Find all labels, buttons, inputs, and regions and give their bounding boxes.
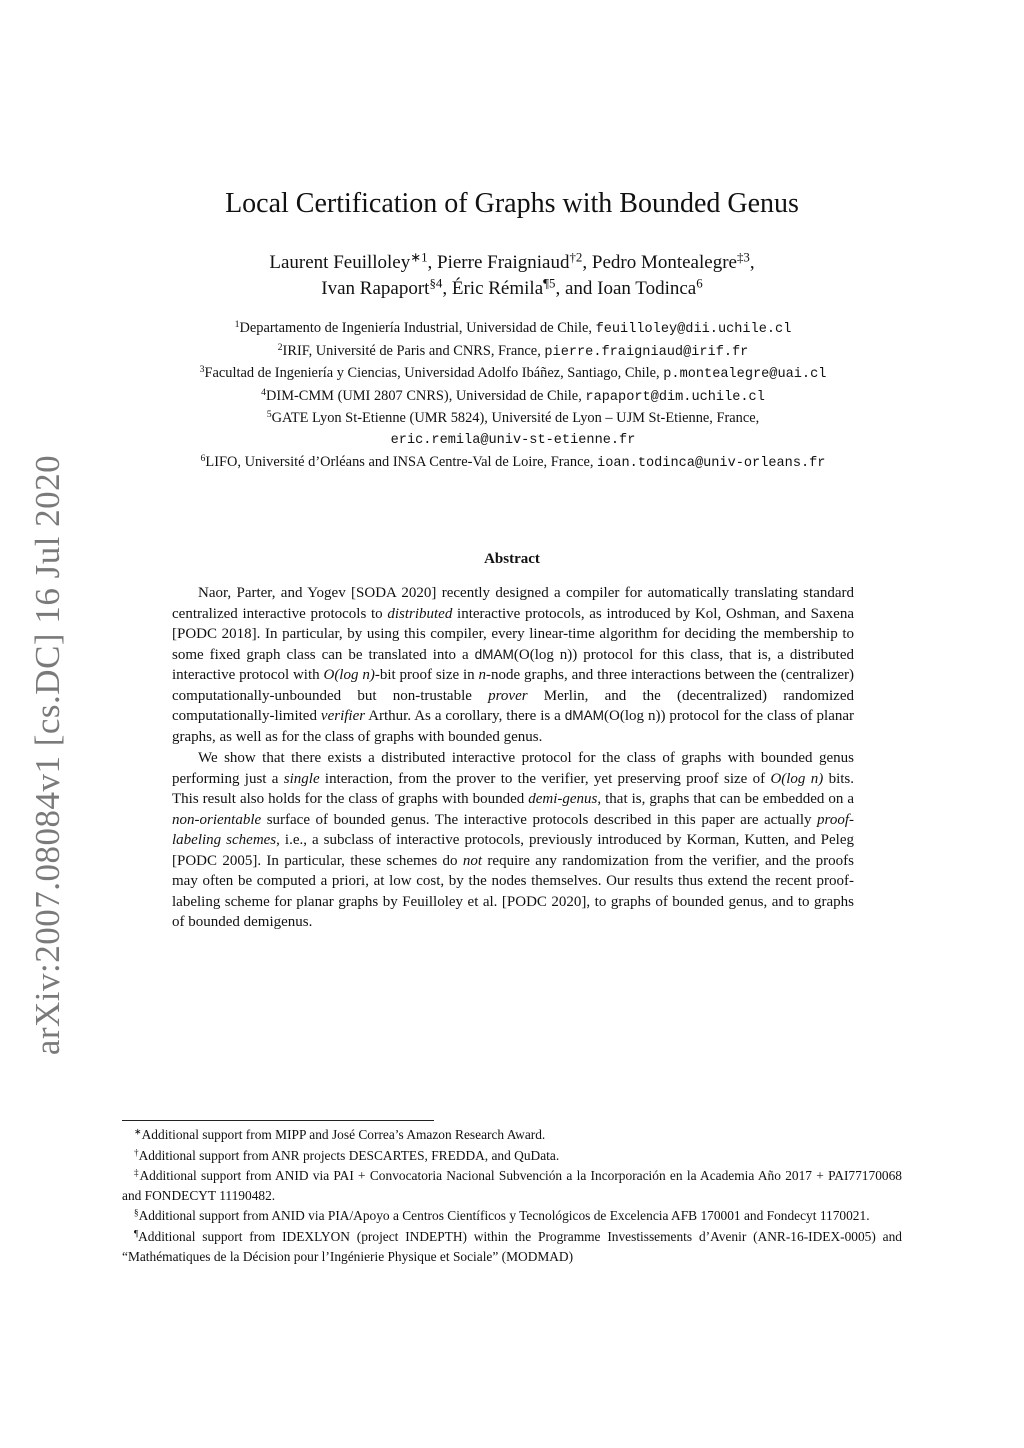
email-link[interactable]: ioan.todinca@univ-orleans.fr xyxy=(597,455,826,471)
affiliation-number: 6 xyxy=(200,452,206,464)
author-mark: †2 xyxy=(569,249,583,265)
footnote-2 xyxy=(122,1146,902,1166)
author-name: Éric Rémila xyxy=(451,278,544,299)
footnote-mark: § xyxy=(134,1207,139,1218)
footnote-5 xyxy=(122,1227,902,1266)
affiliation-number: 2 xyxy=(277,341,283,353)
email-link[interactable]: eric.remila@univ-st-etienne.fr xyxy=(390,432,636,448)
author-name: Laurent Feuilloley xyxy=(269,252,411,273)
affiliation-2 xyxy=(110,341,916,364)
email-link[interactable]: feuilloley@dii.uchile.cl xyxy=(595,322,792,337)
footnote-4 xyxy=(122,1206,902,1226)
footnote-text: Additional support from ANID via PIA/Apoyo a Centros Científicos y Tecnológicos de Excelencia AFB 170001 and Fondecyt 1170021. xyxy=(138,1208,870,1224)
author-line-1: Laurent Feuilloley$^{∗1}$, Pierre Fraigniaud$^{\dagger 2}$, Pedro Montealegre$^{\ddagger 3}$, xyxy=(269,249,755,273)
author-mark: ¶5 xyxy=(543,275,556,291)
author-mark: ‡3 xyxy=(736,249,750,265)
footnote-text: Additional support from IDEXLYON (project INDEPTH) within the Programme Investissements d’Avenir (ANR-16-IDEX-0005) and “Mathématiques de la Décision pour l’Ingénierie Physique et Sociale” (MODMAD) xyxy=(122,1228,902,1264)
author-list xyxy=(0,250,1024,302)
footnote-1 xyxy=(122,1125,902,1145)
footnote-3 xyxy=(122,1166,902,1205)
footnote-list xyxy=(122,1125,902,1266)
abstract-body xyxy=(172,583,854,933)
footnote-divider xyxy=(122,1120,434,1121)
affiliation-5 xyxy=(110,408,916,429)
author-name: Pierre Fraigniaud xyxy=(437,252,570,273)
abstract-paragraph-1: Naor, Parter, and Yogev [SODA 2020] recently designed a compiler for automatically translating standard centralized interactive protocols to distributed interactive protocols, as introduced by Kol, Oshman, and Saxena [PODC 2018]. In particular, by using this compiler, every linear-time algorithm for deciding the membership to some fixed graph class can be translated into a dMAM(O(log n)) protocol for this class, that is, a distributed interactive protocol with O(log n)-bit proof size in n-node graphs, and three interactions between the (centralizer) computationally-unbounded but non-trustable prover Merlin, and the (decentralized) randomized computationally-limited verifier Arthur. As a corollary, there is a dMAM(O(log n)) protocol for the class of planar graphs, as well as for the class of graphs with bounded genus. xyxy=(172,585,855,745)
affiliation-list xyxy=(110,318,916,474)
affiliation-4 xyxy=(110,386,916,409)
author-mark: 6 xyxy=(696,275,703,291)
affiliation-3 xyxy=(84,363,942,386)
arxiv-identifier-stamp: arXiv:2007.08084v1 [cs.DC] 16 Jul 2020 xyxy=(28,454,67,1056)
affiliation-number: 5 xyxy=(266,409,272,421)
footnote-mark: † xyxy=(134,1147,139,1158)
author-name: and Ioan Todinca xyxy=(564,278,697,299)
abstract-heading: Abstract xyxy=(484,551,540,567)
affiliation-number: 3 xyxy=(199,364,205,376)
author-mark: §4 xyxy=(429,275,443,291)
footnote-mark: ∗ xyxy=(134,1126,142,1137)
author-mark: ∗1 xyxy=(410,249,428,265)
affiliation-text: LIFO, Université d’Orléans and INSA Centre-Val de Loire, France, xyxy=(205,453,598,470)
affiliation-number: 1 xyxy=(234,319,240,331)
affiliation-text: DIM-CMM (UMI 2807 CNRS), Universidad de Chile, xyxy=(266,387,586,404)
abstract-paragraph-2: We show that there exists a distributed interactive protocol for the class of graphs with bounded genus performing just a single interaction, from the prover to the verifier, yet preserving proof size of O(log n) bits. This result also holds for the class of graphs with bounded demi-genus, that is, graphs that can be embedded on a non-orientable surface of bounded genus. The interactive protocols described in this paper are actually proof-labeling schemes, i.e., a subclass of interactive protocols, previously introduced by Korman, Kutten, and Peleg [PODC 2005]. In particular, these schemes do not require any randomization from the verifier, and the proofs may often be computed a priori, at low cost, by the nodes themselves. Our results thus extend the recent proof-labeling scheme for planar graphs by Feuilloley et al. [PODC 2020], to graphs of bounded genus, and to graphs of bounded demigenus. xyxy=(172,750,855,930)
affiliation-text: Departamento de Ingeniería Industrial, Universidad de Chile, xyxy=(239,320,596,336)
affiliation-5-email xyxy=(110,429,916,452)
affiliation-number: 4 xyxy=(261,386,267,398)
email-link[interactable]: p.montealegre@uai.cl xyxy=(663,367,827,383)
email-link[interactable]: pierre.fraigniaud@irif.fr xyxy=(544,344,749,360)
author-name: Pedro Montealegre xyxy=(591,252,737,273)
email-link[interactable]: rapaport@dim.uchile.cl xyxy=(585,389,765,405)
affiliation-6 xyxy=(84,452,942,475)
affiliation-text: Facultad de Ingeniería y Ciencias, Universidad Adolfo Ibáñez, Santiago, Chile, xyxy=(204,365,664,382)
author-line-2: Ivan Rapaport$^{\S 4}$, Éric Rémila$^{\P 5}$, and Ioan Todinca$^6$ xyxy=(321,275,703,299)
affiliation-text: IRIF, Université de Paris and CNRS, France, xyxy=(282,342,545,359)
affiliation-text: GATE Lyon St-Etienne (UMR 5824), Université de Lyon – UJM St-Etienne, France, xyxy=(271,410,760,427)
footnote-mark: ¶ xyxy=(134,1228,139,1239)
footnote-text: Additional support from ANR projects DESCARTES, FREDDA, and QuData. xyxy=(138,1147,560,1163)
footnote-text: Additional support from ANID via PAI + Convocatoria Nacional Subvención a la Incorporación en la Academia Año 2017 + PAI77170068 and FONDECYT 11190482. xyxy=(122,1168,902,1203)
paper-title: Local Certification of Graphs with Bounded Genus xyxy=(225,188,799,219)
affiliation-1 xyxy=(110,318,916,341)
footnote-text: Additional support from MIPP and José Correa’s Amazon Research Award. xyxy=(141,1127,546,1142)
author-name: Ivan Rapaport xyxy=(321,278,430,299)
footnote-mark: ‡ xyxy=(134,1167,140,1178)
